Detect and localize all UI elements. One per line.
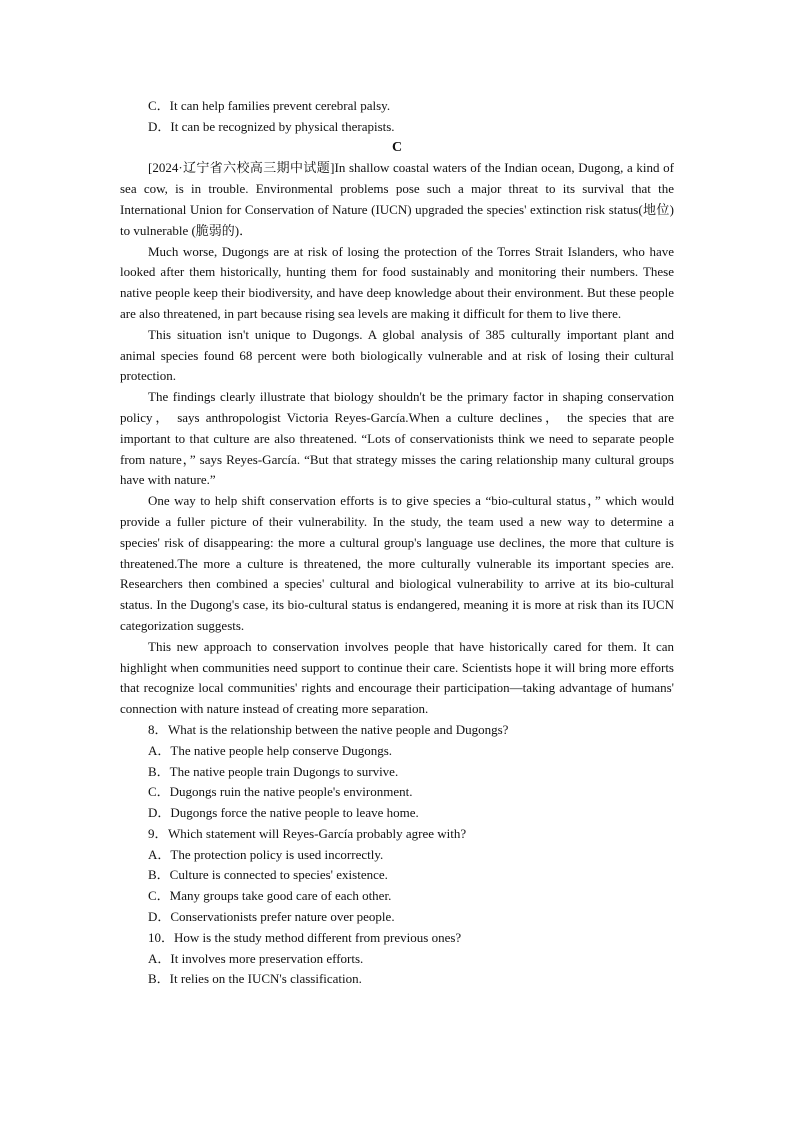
option-b [120, 762, 674, 783]
option-label: D． [148, 118, 171, 134]
question-8 [120, 720, 674, 824]
question-stem [120, 824, 674, 845]
option-b [120, 865, 674, 886]
question-stem [120, 720, 674, 741]
option-label: C． [148, 98, 170, 113]
option-c [120, 782, 674, 803]
paragraph-6: This new approach to conservation involves people that have historically cared for them. It can highlight when communities need support to continue their care. Scientists hope it will bring more efforts that recognize local communities' rights and encourage their participation—taking advantage of humans' connection with nature instead of creating more separation. [120, 638, 674, 717]
option-a [120, 741, 674, 762]
option-c [120, 886, 674, 907]
option-text: It can help families prevent cerebral palsy. [169, 98, 391, 113]
document-page [120, 96, 674, 990]
option-label: B． [148, 763, 170, 779]
section-heading: C [391, 139, 403, 155]
question-text: How is the study method different from previous ones? [174, 929, 462, 945]
question-number: 10． [148, 929, 175, 945]
question-9 [120, 824, 674, 928]
option-d [120, 907, 674, 928]
paragraph-3: This situation isn't unique to Dugongs. A global analysis of 385 culturally important plant and animal species found 68 percent were both biologically vulnerable and at risk of losing their cultural protection. [120, 326, 674, 384]
option-label: C． [148, 888, 170, 904]
paragraph-text: In shallow coastal waters of the Indian ocean, Dugong, a kind of sea cow, is in trouble. Environmental problems pose such a major threat to its survival that the International Union for Conservation of Nature (IUCN) upgraded the species' extinction risk status(地位) to vulnerable (脆弱的)． [120, 160, 674, 238]
paragraph-2: Much worse, Dugongs are at risk of losing the protection of the Torres Strait Islanders, who have looked after them historically, hunting them for food sustainably and monitoring their numbers. These native people keep their biodiversity, and have deep knowledge about their environment. But these people are also threatened, in part because rising sea levels are making it difficult for them to live there. [120, 243, 674, 321]
option-text: The protection policy is used incorrectly. [170, 846, 384, 862]
prev-option-d [120, 117, 674, 138]
option-text: Many groups take good care of each other. [169, 888, 392, 904]
option-label: D． [148, 909, 171, 925]
question-text: Which statement will Reyes-García probably agree with? [168, 825, 467, 841]
prev-option-c [120, 96, 674, 117]
question-text: What is the relationship between the native people and Dugongs? [168, 721, 509, 737]
option-label: B． [148, 971, 170, 987]
option-text: Conservationists prefer nature over people. [170, 909, 395, 925]
question-number: 9． [148, 825, 168, 841]
paragraph-1 [120, 158, 674, 241]
option-label: D． [148, 805, 171, 821]
question-stem [120, 928, 674, 949]
option-text: Dugongs ruin the native people's environment. [169, 784, 413, 800]
option-text: It can be recognized by physical therapists. [170, 118, 395, 134]
option-label: A． [148, 846, 171, 862]
option-text: Culture is connected to species' existence. [169, 867, 388, 883]
option-label: A． [148, 742, 171, 758]
option-text: The native people train Dugongs to survive. [169, 763, 399, 779]
paragraph-5: One way to help shift conservation efforts is to give species a “bio-cultural status，” which would provide a fuller picture of their vulnerability. In the study, the team used a new way to determine a species' risk of disappearing: the more a cultural group's language use declines, the more that culture is threatened.The more a culture is threatened, the more culturally vulnerable its important species are. Researchers then combined a species' cultural and biological vulnerability to arrive at its bio-cultural status. In the Dugong's case, its bio-cultural status is endangered, meaning it is more at risk than its IUCN categorization suggests. [120, 493, 674, 633]
option-a [120, 949, 674, 970]
option-text: It relies on the IUCN's classification. [169, 971, 362, 987]
paragraph-4: The findings clearly illustrate that biology shouldn't be the primary factor in shaping conservation policy， says anthropologist Victoria Reyes-García.When a culture declines， the species that are important to that culture are also threatened. “Lots of conservationists think we need to separate people from nature，” says Reyes-García. “But that strategy misses the caring relationship many cultural groups have with nature.” [120, 389, 674, 488]
option-label: A． [148, 950, 171, 966]
option-text: It involves more preservation efforts. [170, 950, 364, 966]
option-label: C． [148, 784, 170, 800]
option-label: B． [148, 867, 170, 883]
question-number: 8． [148, 721, 168, 737]
option-text: Dugongs force the native people to leave home. [170, 805, 419, 821]
option-d [120, 803, 674, 824]
question-10 [120, 928, 674, 990]
source-tag: [2024·辽宁省六校高三期中试题] [148, 160, 335, 176]
option-b [120, 969, 674, 990]
option-text: The native people help conserve Dugongs. [170, 742, 393, 758]
option-a [120, 845, 674, 866]
